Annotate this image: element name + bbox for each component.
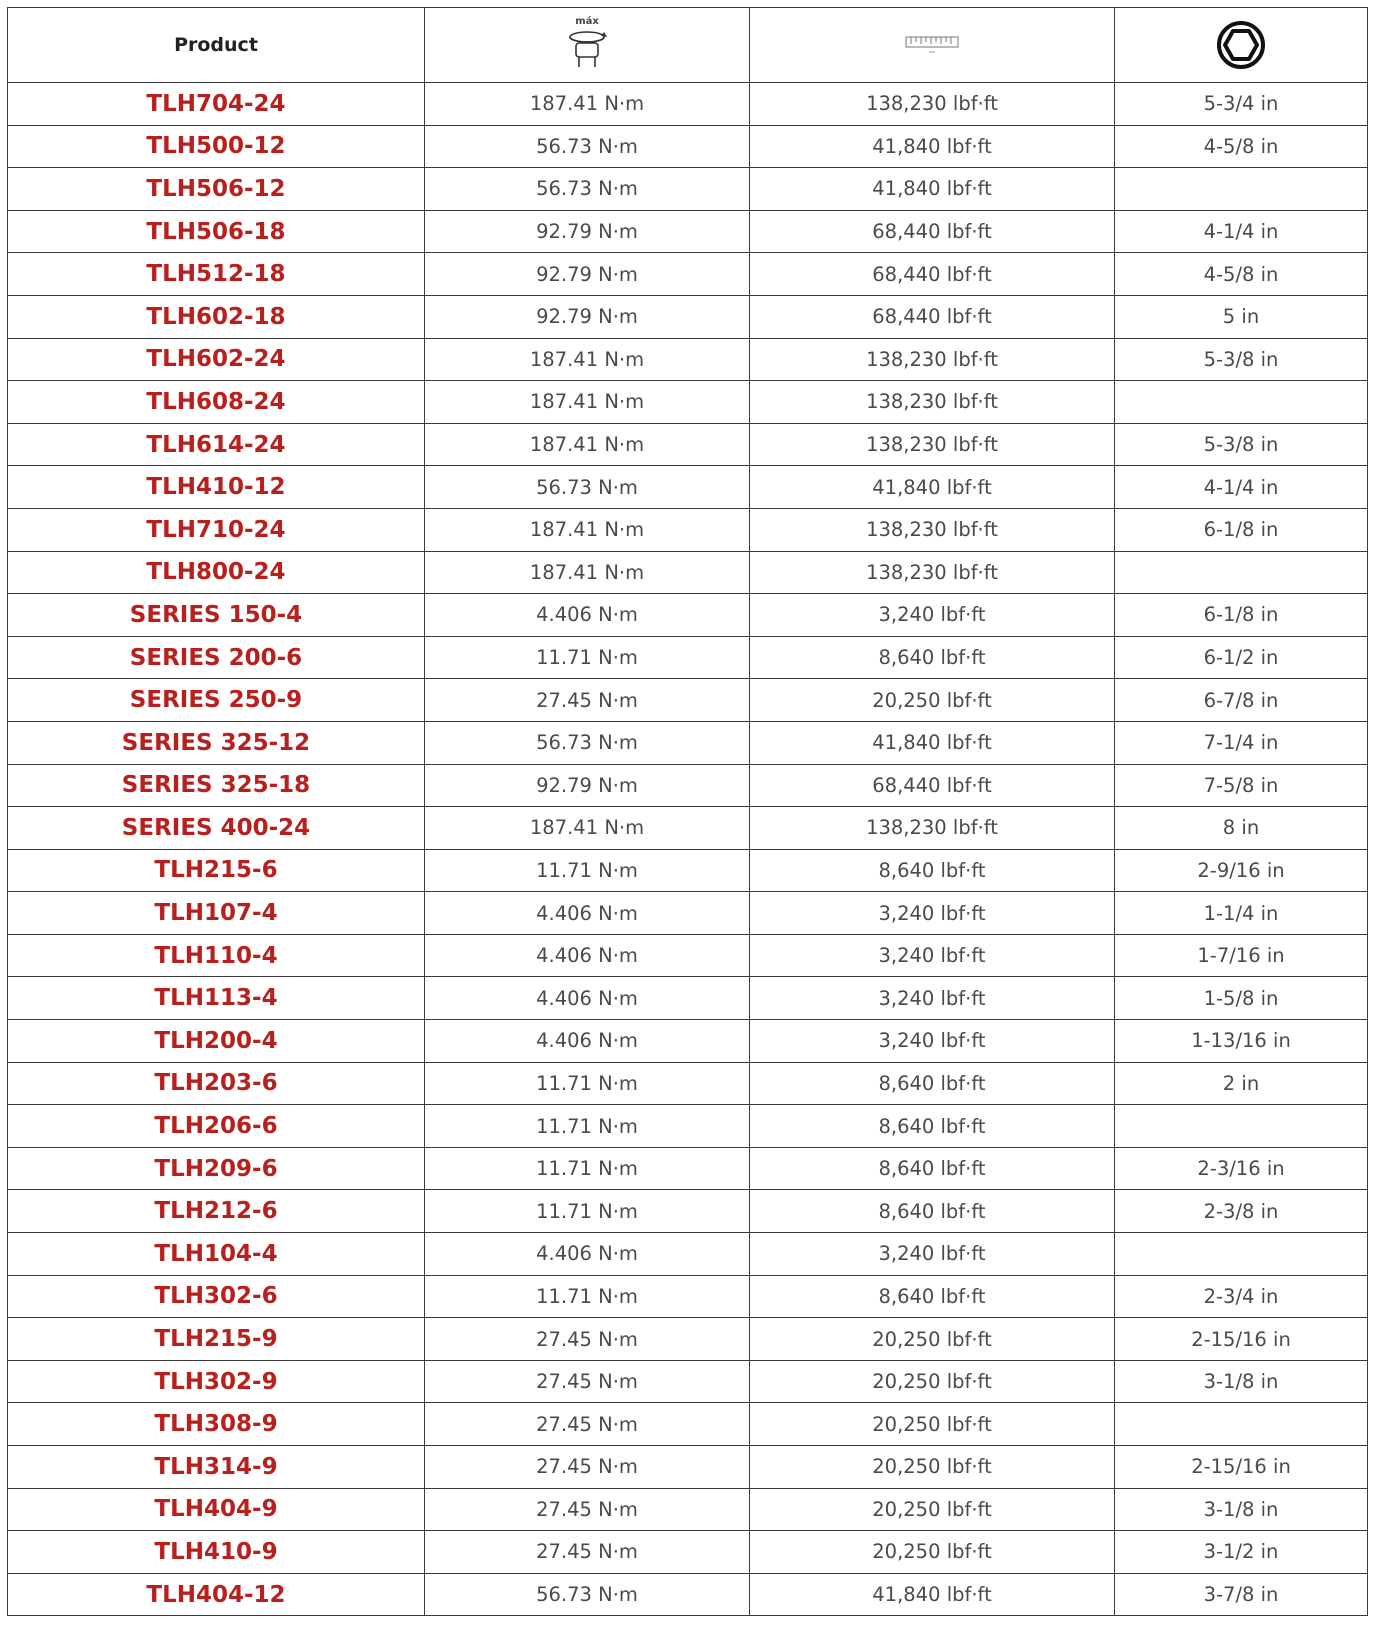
torque-max-caption: máx (575, 16, 599, 27)
spec-table-container (7, 7, 1367, 1616)
hex-size-cell (1115, 381, 1368, 424)
torque-nm-cell: 4.406 N·m (425, 594, 750, 637)
torque-nm-cell: 27.45 N·m (425, 1360, 750, 1403)
hex-size-cell: 4-1/4 in (1115, 210, 1368, 253)
product-cell: TLH506-18 (8, 210, 425, 253)
header-row (8, 8, 1368, 83)
torque-nm-cell: 11.71 N·m (425, 1062, 750, 1105)
hex-size-cell (1115, 551, 1368, 594)
table-row (8, 168, 1368, 211)
hex-size-cell: 3-7/8 in (1115, 1573, 1368, 1616)
torque-nm-cell: 187.41 N·m (425, 381, 750, 424)
table-row (8, 636, 1368, 679)
hex-size-cell: 2-9/16 in (1115, 849, 1368, 892)
torque-nm-cell: 11.71 N·m (425, 1190, 750, 1233)
product-cell: TLH512-18 (8, 253, 425, 296)
torque-nm-cell: 4.406 N·m (425, 1233, 750, 1276)
table-row (8, 977, 1368, 1020)
torque-nm-cell: 4.406 N·m (425, 934, 750, 977)
header-ruler-scale (750, 8, 1115, 83)
torque-nm-cell: 11.71 N·m (425, 1275, 750, 1318)
torque-nm-cell: 27.45 N·m (425, 1318, 750, 1361)
table-row (8, 807, 1368, 850)
hexagon-nut-icon (1216, 20, 1266, 70)
torque-nm-cell: 92.79 N·m (425, 253, 750, 296)
torque-lbf-cell: 8,640 lbf·ft (750, 1147, 1115, 1190)
product-cell: TLH302-9 (8, 1360, 425, 1403)
table-row (8, 1446, 1368, 1489)
torque-nm-cell: 56.73 N·m (425, 168, 750, 211)
table-row (8, 338, 1368, 381)
torque-lbf-cell: 68,440 lbf·ft (750, 253, 1115, 296)
hex-size-cell: 2-3/16 in (1115, 1147, 1368, 1190)
table-row (8, 764, 1368, 807)
torque-lbf-cell: 20,250 lbf·ft (750, 1403, 1115, 1446)
torque-lbf-cell: 138,230 lbf·ft (750, 551, 1115, 594)
product-cell: TLH200-4 (8, 1020, 425, 1063)
torque-lbf-cell: 41,840 lbf·ft (750, 1573, 1115, 1616)
product-cell: TLH404-12 (8, 1573, 425, 1616)
torque-lbf-cell: 20,250 lbf·ft (750, 1488, 1115, 1531)
ruler-scale-icon (904, 33, 960, 57)
table-row (8, 1531, 1368, 1574)
product-cell: SERIES 325-18 (8, 764, 425, 807)
product-cell: TLH602-24 (8, 338, 425, 381)
torque-nm-cell: 187.41 N·m (425, 508, 750, 551)
torque-lbf-cell: 41,840 lbf·ft (750, 168, 1115, 211)
torque-nm-cell: 187.41 N·m (425, 338, 750, 381)
torque-nm-cell: 56.73 N·m (425, 1573, 750, 1616)
product-cell: SERIES 325-12 (8, 721, 425, 764)
table-body (8, 83, 1368, 1616)
header-product: Product (8, 8, 425, 83)
hex-size-cell: 5 in (1115, 295, 1368, 338)
table-row (8, 1488, 1368, 1531)
hex-size-cell: 2-3/8 in (1115, 1190, 1368, 1233)
product-cell: SERIES 400-24 (8, 807, 425, 850)
product-cell: TLH404-9 (8, 1488, 425, 1531)
torque-lbf-cell: 3,240 lbf·ft (750, 977, 1115, 1020)
torque-nm-cell: 27.45 N·m (425, 1403, 750, 1446)
torque-nm-cell: 27.45 N·m (425, 1488, 750, 1531)
torque-lbf-cell: 8,640 lbf·ft (750, 1190, 1115, 1233)
product-cell: TLH203-6 (8, 1062, 425, 1105)
table-row (8, 1360, 1368, 1403)
product-cell: TLH500-12 (8, 125, 425, 168)
product-cell: SERIES 250-9 (8, 679, 425, 722)
torque-nm-cell: 11.71 N·m (425, 849, 750, 892)
product-cell: TLH209-6 (8, 1147, 425, 1190)
table-row (8, 551, 1368, 594)
hex-size-cell: 5-3/8 in (1115, 423, 1368, 466)
hex-size-cell (1115, 168, 1368, 211)
hex-size-cell: 5-3/8 in (1115, 338, 1368, 381)
hex-size-cell: 2 in (1115, 1062, 1368, 1105)
product-cell: TLH602-18 (8, 295, 425, 338)
torque-lbf-cell: 3,240 lbf·ft (750, 1233, 1115, 1276)
torque-nm-cell: 56.73 N·m (425, 125, 750, 168)
product-cell: TLH800-24 (8, 551, 425, 594)
torque-lbf-cell: 138,230 lbf·ft (750, 338, 1115, 381)
product-cell: TLH110-4 (8, 934, 425, 977)
hex-size-cell (1115, 1233, 1368, 1276)
torque-lbf-cell: 3,240 lbf·ft (750, 892, 1115, 935)
torque-lbf-cell: 20,250 lbf·ft (750, 679, 1115, 722)
table-row (8, 1062, 1368, 1105)
torque-lbf-cell: 68,440 lbf·ft (750, 764, 1115, 807)
table-row (8, 594, 1368, 637)
table-row (8, 508, 1368, 551)
hex-size-cell: 2-15/16 in (1115, 1318, 1368, 1361)
hex-size-cell: 6-1/8 in (1115, 594, 1368, 637)
product-cell: TLH410-9 (8, 1531, 425, 1574)
product-cell: TLH410-12 (8, 466, 425, 509)
torque-lbf-cell: 20,250 lbf·ft (750, 1446, 1115, 1489)
torque-lbf-cell: 138,230 lbf·ft (750, 423, 1115, 466)
torque-lbf-cell: 3,240 lbf·ft (750, 594, 1115, 637)
product-cell: TLH506-12 (8, 168, 425, 211)
product-cell: TLH302-6 (8, 1275, 425, 1318)
product-cell: TLH107-4 (8, 892, 425, 935)
torque-lbf-cell: 41,840 lbf·ft (750, 466, 1115, 509)
torque-nm-cell: 4.406 N·m (425, 892, 750, 935)
torque-nm-cell: 187.41 N·m (425, 83, 750, 126)
torque-nm-cell: 4.406 N·m (425, 1020, 750, 1063)
torque-nm-cell: 92.79 N·m (425, 764, 750, 807)
product-cell: TLH212-6 (8, 1190, 425, 1233)
hex-size-cell: 4-5/8 in (1115, 125, 1368, 168)
product-spec-table (7, 7, 1368, 1616)
table-row (8, 83, 1368, 126)
hex-size-cell: 6-7/8 in (1115, 679, 1368, 722)
torque-lbf-cell: 41,840 lbf·ft (750, 125, 1115, 168)
table-row (8, 253, 1368, 296)
table-row (8, 679, 1368, 722)
torque-lbf-cell: 20,250 lbf·ft (750, 1360, 1115, 1403)
torque-nm-cell: 27.45 N·m (425, 1446, 750, 1489)
table-row (8, 934, 1368, 977)
table-row (8, 295, 1368, 338)
table-row (8, 1403, 1368, 1446)
header-torque-max (425, 8, 750, 83)
table-row (8, 849, 1368, 892)
torque-nm-cell: 92.79 N·m (425, 295, 750, 338)
table-row (8, 381, 1368, 424)
product-cell: TLH608-24 (8, 381, 425, 424)
torque-nm-cell: 56.73 N·m (425, 466, 750, 509)
torque-lbf-cell: 41,840 lbf·ft (750, 721, 1115, 764)
table-row (8, 1020, 1368, 1063)
header-hex-size (1115, 8, 1368, 83)
table-row (8, 1275, 1368, 1318)
hex-size-cell: 6-1/8 in (1115, 508, 1368, 551)
table-row (8, 423, 1368, 466)
torque-nm-cell: 92.79 N·m (425, 210, 750, 253)
torque-nm-cell: 187.41 N·m (425, 423, 750, 466)
hex-size-cell: 7-1/4 in (1115, 721, 1368, 764)
hex-size-cell: 2-3/4 in (1115, 1275, 1368, 1318)
hex-size-cell: 8 in (1115, 807, 1368, 850)
product-cell: SERIES 200-6 (8, 636, 425, 679)
torque-nm-cell: 187.41 N·m (425, 807, 750, 850)
torque-lbf-cell: 20,250 lbf·ft (750, 1318, 1115, 1361)
hex-size-cell: 5-3/4 in (1115, 83, 1368, 126)
product-cell: TLH113-4 (8, 977, 425, 1020)
hex-size-cell: 4-5/8 in (1115, 253, 1368, 296)
torque-nm-cell: 27.45 N·m (425, 1531, 750, 1574)
torque-nm-cell: 4.406 N·m (425, 977, 750, 1020)
torque-lbf-cell: 8,640 lbf·ft (750, 849, 1115, 892)
product-cell: TLH710-24 (8, 508, 425, 551)
torque-lbf-cell: 8,640 lbf·ft (750, 1062, 1115, 1105)
table-row (8, 466, 1368, 509)
torque-nm-cell: 11.71 N·m (425, 636, 750, 679)
product-cell: TLH215-6 (8, 849, 425, 892)
torque-lbf-cell: 3,240 lbf·ft (750, 1020, 1115, 1063)
torque-nm-cell: 11.71 N·m (425, 1147, 750, 1190)
torque-nm-cell: 56.73 N·m (425, 721, 750, 764)
torque-lbf-cell: 3,240 lbf·ft (750, 934, 1115, 977)
product-cell: TLH104-4 (8, 1233, 425, 1276)
torque-max-icon (557, 15, 617, 75)
product-cell: TLH314-9 (8, 1446, 425, 1489)
table-row (8, 1318, 1368, 1361)
product-cell: TLH614-24 (8, 423, 425, 466)
torque-lbf-cell: 138,230 lbf·ft (750, 83, 1115, 126)
torque-nm-cell: 187.41 N·m (425, 551, 750, 594)
hex-size-cell (1115, 1105, 1368, 1148)
torque-lbf-cell: 8,640 lbf·ft (750, 1105, 1115, 1148)
product-cell: TLH206-6 (8, 1105, 425, 1148)
hex-size-cell: 3-1/8 in (1115, 1360, 1368, 1403)
torque-lbf-cell: 138,230 lbf·ft (750, 508, 1115, 551)
torque-lbf-cell: 8,640 lbf·ft (750, 1275, 1115, 1318)
hex-size-cell: 4-1/4 in (1115, 466, 1368, 509)
hex-size-cell: 7-5/8 in (1115, 764, 1368, 807)
product-cell: TLH704-24 (8, 83, 425, 126)
table-row (8, 892, 1368, 935)
torque-lbf-cell: 138,230 lbf·ft (750, 381, 1115, 424)
hex-size-cell: 1-13/16 in (1115, 1020, 1368, 1063)
table-row (8, 1147, 1368, 1190)
hex-size-cell: 6-1/2 in (1115, 636, 1368, 679)
hex-size-cell: 1-7/16 in (1115, 934, 1368, 977)
table-row (8, 1105, 1368, 1148)
table-row (8, 1233, 1368, 1276)
torque-lbf-cell: 138,230 lbf·ft (750, 807, 1115, 850)
hex-size-cell (1115, 1403, 1368, 1446)
torque-lbf-cell: 8,640 lbf·ft (750, 636, 1115, 679)
torque-nm-cell: 11.71 N·m (425, 1105, 750, 1148)
product-cell: TLH308-9 (8, 1403, 425, 1446)
hex-size-cell: 1-1/4 in (1115, 892, 1368, 935)
table-row (8, 210, 1368, 253)
hex-size-cell: 2-15/16 in (1115, 1446, 1368, 1489)
table-row (8, 721, 1368, 764)
product-cell: SERIES 150-4 (8, 594, 425, 637)
table-row (8, 1190, 1368, 1233)
hex-size-cell: 3-1/8 in (1115, 1488, 1368, 1531)
table-row (8, 125, 1368, 168)
torque-lbf-cell: 68,440 lbf·ft (750, 210, 1115, 253)
hex-size-cell: 3-1/2 in (1115, 1531, 1368, 1574)
product-cell: TLH215-9 (8, 1318, 425, 1361)
table-row (8, 1573, 1368, 1616)
torque-lbf-cell: 68,440 lbf·ft (750, 295, 1115, 338)
torque-nm-cell: 27.45 N·m (425, 679, 750, 722)
hex-size-cell: 1-5/8 in (1115, 977, 1368, 1020)
table-header (8, 8, 1368, 83)
torque-lbf-cell: 20,250 lbf·ft (750, 1531, 1115, 1574)
